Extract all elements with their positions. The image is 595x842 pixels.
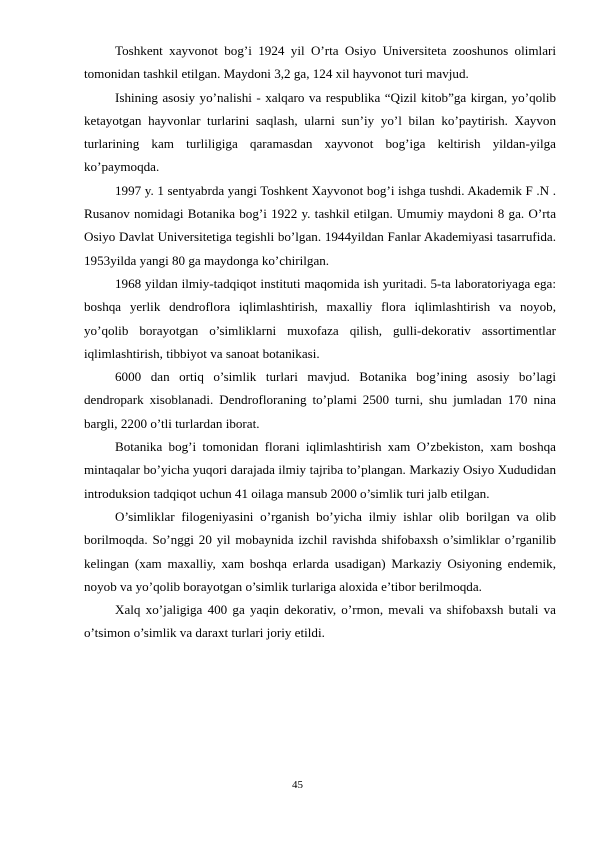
paragraph-botanical-garden: 1997 y. 1 sentyabrda yangi Toshkent Xayvonot bog’i ishga tushdi. Akademik F .N . Rusanov nomidagi Botanika bog’i 1922 y. tashkil etilgan. Umumiy maydoni 8 ga. O’rta Osiyo Davlat Universitetiga tegishli bo’lgan. 1944yildan Fanlar Akademiyasi tasarrufida. 1953yilda yangi 80 ga maydonga ko’chirilgan.: [84, 182, 556, 268]
paragraph-dendropark: 6000 dan ortiq o’simlik turlari mavjud. Botanika bog’ining asosiy bo’lagi dendropark xisoblanadi. Dendrofloraning to’plami 2500 turni, shu jumladan 170 nina bargli, 2200 o’tli turlardan iborat.: [84, 369, 556, 431]
paragraph-zoo-mission: Ishining asosiy yo’nalishi - xalqaro va respublika “Qizil kitob”ga kirgan, yo’qolib ketayotgan hayvonlar turlarini saqlash, ularni sun’iy yo’l bilan ko’paytirish. Xayvon turlarining kam turliligiga qaramasdan xayvonot bog’iga keltirish yildan-yilga ko’paymoqda.: [84, 89, 556, 175]
paragraph-economy: Xalq xo’jaligiga 400 ga yaqin dekorativ, o’rmon, mevali va shifobaxsh butali va o’tsimon o’simlik va daraxt turlari joriy etildi.: [84, 602, 556, 641]
paragraph-research-institute: 1968 yildan ilmiy-tadqiqot instituti maqomida ish yuritadi. 5-ta laboratoriyaga ega: boshqa yerlik dendroflora iqlimlashtirish, maxalliy flora iqlimlashtirish va noyob, yo’qolib borayotgan o’simliklarni muxofaza qilish, gulli-dekorativ assortimentlar iqlimlashtirish, tibbiyot va sanoat botanikasi.: [84, 275, 556, 361]
page-number: 45: [292, 779, 303, 791]
paragraph-zoo-founding: Toshkent xayvonot bog’i 1924 yil O’rta Osiyo Universiteta zooshunos olimlari tomonidan tashkil etilgan. Maydoni 3,2 ga, 124 xil hayvonot turi mavjud.: [84, 43, 556, 82]
paragraph-acclimatization: Botanika bog’i tomonidan florani iqlimlashtirish xam O’zbekiston, xam boshqa mintaqalar bo’yicha yuqori darajada ilmiy tajriba to’plangan. Markaziy Osiyo Xududidan introduksion tadqiqot uchun 41 oilaga mansub 2000 o’simlik turi jalb etilgan.: [84, 439, 556, 501]
document-body: [84, 39, 556, 645]
paragraph-phylogeny: O’simliklar filogeniyasini o’rganish bo’yicha ilmiy ishlar olib borilgan va olib borilmoqda. So’nggi 20 yil mobaynida izchil ravishda shifobaxsh o’simliklar o’rganilib kelingan (xam maxalliy, xam boshqa erlarda usadigan) Markaziy Osiyoning endemik, noyob va yo’qolib borayotgan o’simlik turlariga aloxida e’tibor berilmoqda.: [84, 508, 556, 594]
